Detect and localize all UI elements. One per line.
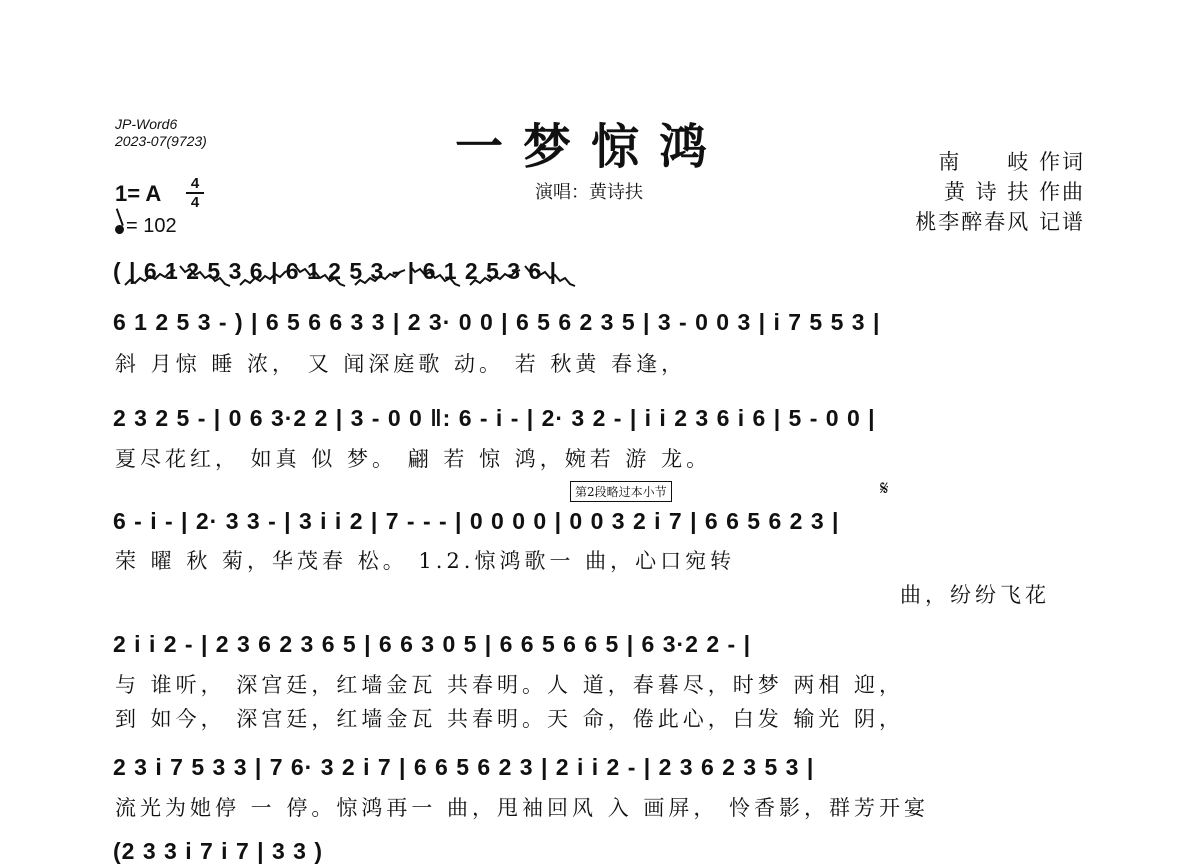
skip-measure-note: 第2段略过本小节	[570, 481, 672, 502]
software-version: 2023-07(9723)	[115, 133, 207, 149]
key-signature: 1= A	[115, 181, 162, 206]
lyricist-credit: 南 岐 作词	[938, 150, 1085, 174]
lyric-line-5-verse-1: 与 谁听， 深宫廷，红墙金瓦 共春明。人 道，春暮尽，时梦 两相 迎，	[115, 673, 905, 697]
score-line-3: 2 3 2 5 - | 0 6 3·2 2 | 3 - 0 0 ‖: 6 - i - | 2· 3 2 - | i i 2 3 6 i 6 | 5 - 0 0 |	[113, 405, 876, 431]
tempo-value: = 102	[126, 215, 177, 237]
score-line-7: (2 3 3 i 7 i 7 | 3 3 )	[113, 838, 323, 864]
software-name: JP-Word6	[115, 116, 178, 132]
lyric-line-4-verse-1: 荣 曜 秋 菊，华茂春 松。 1.2.惊鸿歌一 曲，心口宛转	[115, 549, 736, 573]
time-signature-top: 4	[190, 175, 200, 192]
lyric-line-3: 夏尽花红， 如真 似 梦。 翩 若 惊 鸿，婉若 游 龙。	[115, 447, 712, 471]
segno-sign: 𝄋	[880, 476, 889, 500]
time-signature-bottom: 4	[190, 194, 200, 211]
score-line-6: 2 3 i 7 5 3 3 | 7 6· 3 2 i 7 | 6 6 5 6 2 3 | 2 i i 2 - | 2 3 6 2 3 5 3 |	[113, 754, 815, 780]
lyric-line-6: 流光为她停 一 停。惊鸿再一 曲，甩袖回风 入 画屏， 怜香影，群芳开宴	[115, 796, 930, 820]
singer-credit: 演唱：黄诗扶	[535, 182, 643, 203]
lyric-line-4-verse-2: 曲，纷纷飞花	[900, 583, 1050, 607]
score-line-1: ( | 6 1 2 5 3 6 | 6 1 2 5 3 - | 6 1 2 5 3 6 |	[113, 258, 558, 284]
composer-credit: 黄 诗 扶 作曲	[943, 180, 1085, 204]
transcriber-credit: 桃李醉春风 记谱	[915, 210, 1085, 234]
lyric-line-2: 斜 月惊 睡 浓， 又 闻深庭歌 动。 若 秋黄 春逢，	[115, 352, 687, 376]
lyric-line-5-verse-2: 到 如今， 深宫廷，红墙金瓦 共春明。天 命，倦此心，白发 输光 阴，	[115, 707, 905, 731]
score-line-5: 2 i i 2 - | 2 3 6 2 3 6 5 | 6 6 3 0 5 | 6 6 5 6 6 5 | 6 3·2 2 - |	[113, 631, 752, 657]
song-title: 一梦惊鸿	[455, 119, 728, 175]
score-line-4: 6 - i - | 2· 3 3 - | 3 i i 2 | 7 - - - | 0 0 0 0 | 0 0 3 2 i 7 | 6 6 5 6 2 3 |	[113, 508, 840, 534]
score-line-2: 6 1 2 5 3 - ) | 6 5 6 6 3 3 | 2 3· 0 0 | 6 5 6 2 3 5 | 3 - 0 0 3 | i 7 5 5 3 |	[113, 309, 881, 335]
